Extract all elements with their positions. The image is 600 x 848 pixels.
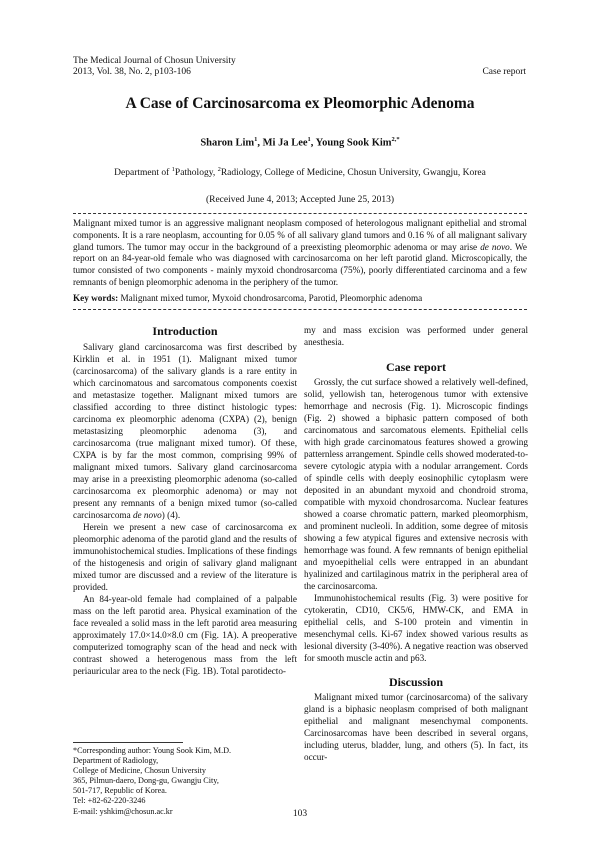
abstract bbox=[73, 218, 527, 289]
abstract-top-divider bbox=[73, 213, 527, 214]
author-2: Mi Ja Lee bbox=[262, 137, 308, 149]
intro-paragraph-2: Herein we present a new case of carcinosarcoma ex pleomorphic adenoma of the parotid gland and the results of immunohistochemical studies. Implications of these findings of the histogenesis and origin of salivary gland malignant mixed tumor are discussed and a review of the literature is provided. bbox=[73, 522, 297, 592]
abstract-italic: de novo bbox=[480, 241, 510, 252]
corresponding-author-footnote bbox=[73, 746, 297, 817]
article-type: Case report bbox=[482, 67, 526, 77]
intro-p1-end: ) (4). bbox=[161, 510, 181, 520]
affiliation-pathology: Pathology, bbox=[174, 168, 218, 179]
author-1: Sharon Lim bbox=[200, 137, 255, 149]
keywords bbox=[73, 293, 527, 303]
abstract-text-2: . We report on an 84-year-old female who was diagnosed with carcinosarcoma on her left parotid gland. Microscopically, the tumor consisted of two components - mainly myxoid chondrosarcoma (75%), poorly differentiated carcinoma and a few remnants of benign pleomorphic adenoma in the periphery of the tumor. bbox=[73, 241, 527, 287]
footnote-email: E-mail: yshkim@chosun.ac.kr bbox=[73, 806, 173, 816]
author-1-sup: 1 bbox=[254, 136, 258, 143]
right-column bbox=[304, 324, 528, 763]
footnote-line: Department of Radiology, bbox=[73, 756, 159, 766]
left-column bbox=[73, 325, 297, 677]
intro-paragraph-1 bbox=[73, 341, 297, 521]
keywords-label: Key words: bbox=[73, 293, 119, 303]
footnote-line: 365, Pilmun-daero, Dong-gu, Gwangju City, bbox=[73, 776, 219, 786]
keywords-list: Malignant mixed tumor, Myxoid chondrosarcoma, Parotid, Pleomorphic adenoma bbox=[118, 293, 423, 303]
affiliation-sup-1: 1 bbox=[171, 166, 175, 173]
article-title: A Case of Carcinosarcoma ex Pleomorphic Adenoma bbox=[125, 95, 475, 112]
footnote-line: *Corresponding author: Young Sook Kim, M.D. bbox=[73, 746, 232, 755]
author-3: Young Sook Kim bbox=[315, 137, 392, 149]
journal-header bbox=[73, 56, 236, 78]
affiliation bbox=[0, 166, 600, 178]
case-report-heading: Case report bbox=[385, 360, 447, 374]
footnote-rule bbox=[73, 742, 183, 743]
intro-paragraph-3: An 84-year-old female had complained of a palpable mass on the left parotid area. Physical examination of the face revealed a solid mass in the left parotid area measuring approximately 17.0×14.0×8.0 cm (Fig. 1A). A preoperative computerized tomography scan of the head and neck with contrast showed a heterogenous mass from the left periauricular area to the neck (Fig. 1B). Total parotidecto- bbox=[73, 594, 297, 676]
discussion-heading: Discussion bbox=[388, 675, 444, 689]
abstract-bottom-divider bbox=[73, 309, 527, 310]
page-number: 103 bbox=[292, 809, 308, 819]
affiliation-sup-2: 2 bbox=[217, 166, 221, 173]
case-paragraph-1: Grossly, the cut surface showed a relatively well-defined, solid, yellowish tan, heterogenous tumor with extensive hemorrhage and necrosis (Fig. 1). Microscopic findings (Fig. 2) showed a biphasic pattern composed of both carcinomatous and sarcomatous elements. Epithelial cells with high grade carcinomatous features showed a growing patternless arrangement. Spindle cells showed moderated-to-severe cytologic atypia with a nodular arrangement. Cords of spindle cells with deeply eosinophilic cytoplasm were deposited in an abundant myxoid and chondroid stroma, compatible with myxoid chondrosarcoma. Nuclear features showed a coarse chromatic pattern, marked pleomorphism, and prominent nucleoli. In addition, some degree of mitosis showing a few atypical figures and extensive necrosis with hemorrhage was found. A few remnants of benign epithelial and myoepithelial cells were entrapped in an abundant hyalinized and cartilaginous matrix in the peripheral area of the carcinosarcoma. bbox=[304, 377, 528, 591]
footnote-line: 501-717, Republic of Korea. bbox=[73, 786, 167, 796]
journal-name: The Medical Journal of Chosun University bbox=[73, 56, 236, 66]
journal-volume: 2013, Vol. 38, No. 2, p103-106 bbox=[73, 67, 191, 77]
author-list: Sharon Lim$^1$, Mi Ja Lee$^1$, Young Sook Kim$^{2,*}$ bbox=[200, 136, 400, 149]
affiliation-radiology: Radiology, College of Medicine, Chosun University, Gwangju, Korea bbox=[220, 168, 486, 179]
footnote-line: College of Medicine, Chosun University bbox=[73, 766, 207, 776]
case-paragraph-2: Immunohistochemical results (Fig. 3) were positive for cytokeratin, CD10, CK5/6, HMW-CK, and EMA in epithelial cells, and S-100 protein and vimentin in mesenchymal cells. Ki-67 index showed various results as lesional diversity (3-40%). A negative reaction was observed for smooth muscle actin and p63. bbox=[304, 593, 528, 663]
received-dates: (Received June 4, 2013; Accepted June 25, 2013) bbox=[205, 195, 395, 205]
intro-p1-italic: de novo bbox=[132, 510, 162, 520]
intro-p1-text: Salivary gland carcinosarcoma was first described by Kirklin et al. in 1951 (1). Malignant mixed tumor (carcinosarcoma) of the salivary glands is a rare entity in which carcinomatous and sarcomatous components coexist and metastasize together. Malignant mixed tumors are classified according to three distinct histologic types: carcinoma ex pleomorphic adenoma (CXPA) (2), benign metastasizing pleomorphic adenoma (3), and carcinosarcoma (true malignant mixed tumor). Of these, CXPA is by far the most common, comprising 99% of malignant mixed tumors. Salivary gland carcinosarcoma may arise in a preexisting pleomorphic adenoma (so-called carcinosarcoma ex pleomorphic adenoma) or may not present any remnants of a benign mixed tumor (so-called carcinosarcoma bbox=[73, 342, 297, 520]
intro-continuation: my and mass excision was performed under general anesthesia. bbox=[304, 325, 528, 347]
author-3-sup: 2,* bbox=[391, 136, 400, 143]
discussion-paragraph-1: Malignant mixed tumor (carcinosarcoma) of the salivary gland is a biphasic neoplasm comprised of both malignant epithelial and malignant mesenchymal components. Carcinosarcomas have been described in several organs, including uterus, bladder, lung, and others (5). In fact, its occur- bbox=[304, 692, 528, 762]
footnote-line: Tel: +82-62-220-3246 bbox=[73, 796, 146, 806]
affiliation-prefix: Department of bbox=[114, 168, 172, 179]
abstract-text-1: Malignant mixed tumor is an aggressive malignant neoplasm composed of heterologous malignant epithelial and stromal components. It is a rare neoplasm, accounting for 0.05 % of all salivary gland tumors and 0.16 % of all malignant salivary gland tumors. The tumor may occur in the background of a preexisting pleomorphic adenoma or may arise bbox=[73, 218, 527, 252]
author-2-sup: 1 bbox=[307, 136, 311, 143]
introduction-heading: Introduction bbox=[152, 324, 218, 338]
